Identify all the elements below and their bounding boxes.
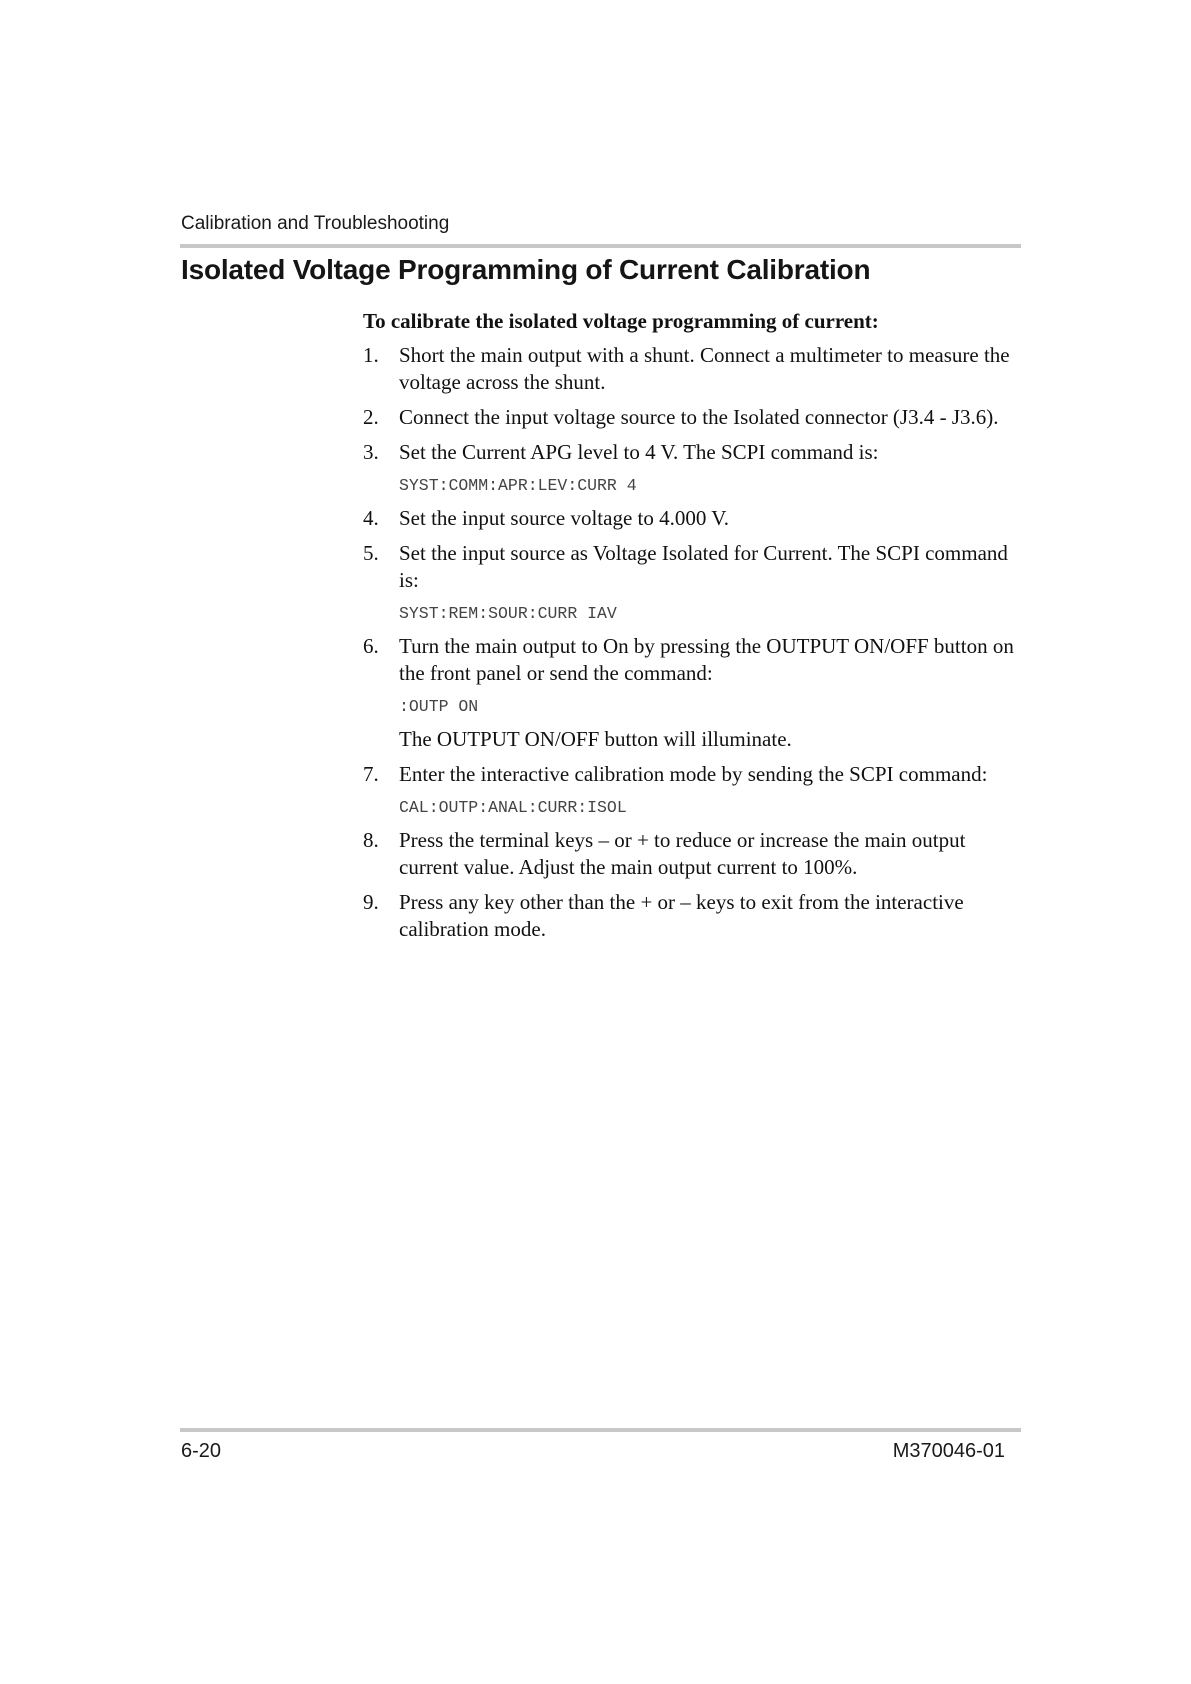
scpi-command: SYST:REM:SOUR:CURR IAV [399,604,617,623]
step-text: Connect the input voltage source to the Isolated connector (J3.4 - J3.6). [399,405,999,429]
step-text: Set the Current APG level to 4 V. The SCPI command is: [399,440,879,464]
procedure-steps [363,342,1023,943]
scpi-command: SYST:COMM:APR:LEV:CURR 4 [399,476,637,495]
step-8 [363,827,1023,881]
step-text: Turn the main output to On by pressing the OUTPUT ON/OFF button on the front panel or send the command: [399,634,1014,685]
section-title: Isolated Voltage Programming of Current Calibration [181,254,871,285]
footer-rule [180,1428,1021,1432]
step-9 [363,889,1023,943]
step-number: 3. [363,440,379,464]
step-number: 9. [363,890,379,914]
step-6 [363,633,1023,753]
header-rule [180,244,1021,248]
step-text: Short the main output with a shunt. Connect a multimeter to measure the voltage across the shunt. [399,343,1010,394]
step-3 [363,439,1023,497]
step-number: 2. [363,405,379,429]
scpi-command: :OUTP ON [399,697,479,716]
procedure-heading: To calibrate the isolated voltage programming of current: [363,309,879,333]
step-text: Set the input source voltage to 4.000 V. [399,506,729,530]
step-number: 4. [363,506,379,530]
step-text: Set the input source as Voltage Isolated for Current. The SCPI command is: [399,541,1008,592]
step-number: 6. [363,634,379,658]
step-text: Press any key other than the + or – keys to exit from the interactive calibration mode. [399,890,964,941]
step-number: 5. [363,541,379,565]
procedure-body [363,308,1023,951]
step-number: 1. [363,343,379,367]
scpi-command: CAL:OUTP:ANAL:CURR:ISOL [399,798,627,817]
step-4 [363,505,1023,532]
step-7 [363,761,1023,819]
step-2 [363,404,1023,431]
step-text: Press the terminal keys – or + to reduce or increase the main output current value. Adjust the main output current to 100%. [399,828,966,879]
step-1 [363,342,1023,396]
step-note: The OUTPUT ON/OFF button will illuminate. [399,727,792,751]
page-number: 6-20 [181,1440,222,1462]
document-id: M370046-01 [892,1440,1005,1462]
step-number: 7. [363,762,379,786]
step-5 [363,540,1023,625]
step-text: Enter the interactive calibration mode by sending the SCPI command: [399,762,988,786]
running-header: Calibration and Troubleshooting [181,213,450,234]
step-number: 8. [363,828,379,852]
